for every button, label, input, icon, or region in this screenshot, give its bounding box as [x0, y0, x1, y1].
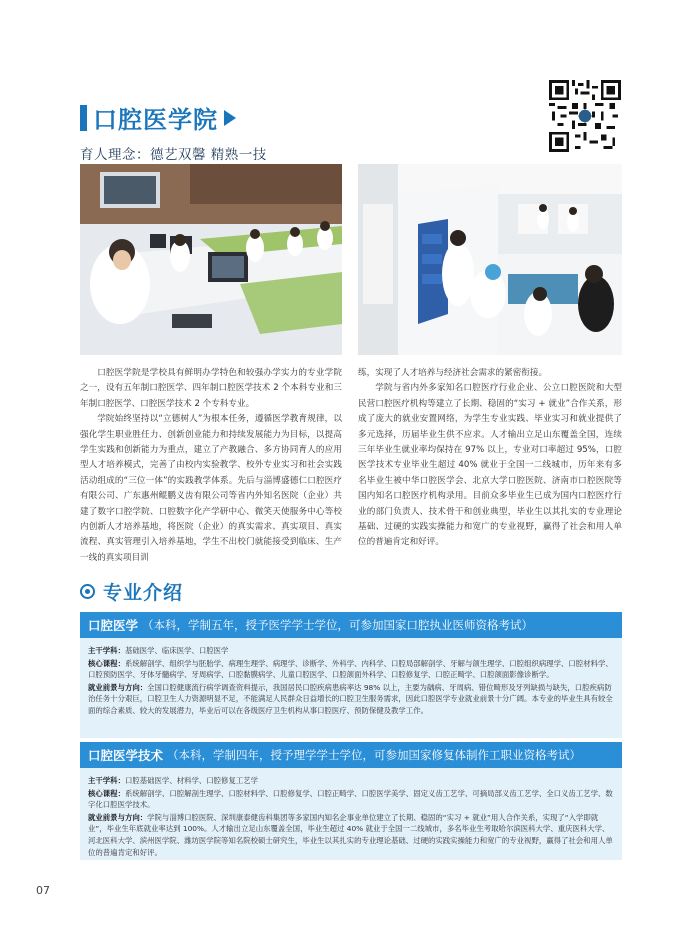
career-prospects-label: 就业前景与方向： — [88, 812, 148, 822]
core-courses — [88, 788, 614, 811]
major-header — [80, 612, 622, 638]
text-column-right — [358, 366, 622, 551]
core-courses-label: 核心课程： — [88, 788, 125, 798]
title-row — [80, 100, 267, 135]
major-description: （本科，学制四年，授予理学学士学位，可参加国家修复体制作工职业资格考试） — [167, 748, 582, 762]
target-circle-icon — [80, 584, 95, 599]
main-subjects — [88, 645, 614, 657]
core-courses-value: 系统解剖学、口腔解剖生理学、口腔材料学、口腔修复学、口腔正畸学、口腔医学美学、固定义齿工艺学、可摘局部义齿工艺学、全口义齿工艺学、数字化口腔医学技术。 — [88, 788, 613, 810]
text-column-left — [80, 366, 342, 566]
paragraph-training: 学院始终坚持以“立德树人”为根本任务，遵循医学教育规律，以强化学生职业胜任力、创新创业能力和持续发展能力为目标，以提高学生实践和创新能力为重点，建立了产教融合、多方协同育人的应用型人才培养模式，完善了由校内实验教学、校外专业实习和社会实践活动组成的“三位一体”的实践教学体系。先后与淄博盛德仁口腔医疗有限公司、广东惠州鲲鹏义齿有限公司等省内外知名医院（企业）共建了数字口腔学院、口腔数字化产学研中心、微笑天使服务中心等校内创新人才培养基地，将医院（企业）的真实需求、真实项目、真实流程、真实管理引入培养基地，学生不出校门就能接受到临床、生产一线的真实项目训 — [80, 414, 342, 563]
major-card — [80, 742, 622, 860]
page-header — [80, 100, 267, 163]
major-name: 口腔医学技术 — [88, 748, 164, 763]
motto: 育人理念：德艺双馨 精熟一技 — [80, 147, 267, 163]
major-body — [80, 638, 622, 724]
main-subjects-value: 基础医学、临床医学、口腔医学 — [124, 646, 229, 655]
major-body — [80, 768, 622, 865]
page-number: 07 — [36, 884, 50, 897]
career-prospects-value: 学院与淄博口腔医院、深圳康泰健齿科集团等多家国内知名企事业单位建立了长期、稳固的“实习 + 就业”用人合作关系，实现了“入学即就业”，毕业生年底就业率达到 100%。人才输出立足山东覆盖全国，毕业生超过 40% 就业于全国一二线城市，多名毕业生考取哈尔滨医科大学、重庆医科大学、河北医科大学、滨州医学院、潍坊医学院等知名院校硕士研究生，毕业生以其扎实的专业理论基础、过硬的实践实操能力和宽广的专业视野，赢得了社会和用人单位的普遍肯定和好评。 — [88, 812, 613, 857]
classroom-photo — [80, 164, 342, 355]
main-subjects-value: 口腔基础医学、材料学、口腔修复工艺学 — [124, 776, 259, 785]
career-prospects-value: 全国口腔健康流行病学调查资料提示，我国居民口腔疾病患病率达 98% 以上，主要为龋病、牙周病、错位畸形及牙列缺损与缺失，口腔疾病防治任务十分艰巨，口腔卫生人力资源明显不足，不能满足人民群众日益增长的口腔卫生服务需求，因此口腔医学专业就业前景十分广阔。本专业的毕业生具有较全面的综合素质、较大的发展潜力，毕业后可以在各级医疗卫生机构从事口腔医疗、预防保健及教学工作。 — [88, 682, 613, 715]
major-name: 口腔医学 — [88, 618, 139, 633]
major-card — [80, 612, 622, 738]
core-courses-value: 系统解剖学、组织学与胚胎学、病理生理学、病理学、诊断学、外科学、内科学、口腔局部解剖学、牙解与颌生理学、口腔组织病理学、口腔材料学、口腔预防医学、牙体牙髓病学、牙周病学、口腔黏膜病学、儿童口腔医学、口腔颌面外科学、口腔修复学、口腔正畸学、口腔颌面影像诊断学。 — [88, 658, 613, 680]
career-prospects-label: 就业前景与方向： — [88, 682, 148, 692]
paragraph-intro: 口腔医学院是学校具有鲜明办学特色和较强办学实力的专业学院之一，设有五年制口腔医学、四年制口腔医学技术 2 个本科专业和三年制口腔医学、口腔医学技术 2 个专科专业。 — [80, 368, 342, 409]
section-title: 专业介绍 — [103, 582, 184, 604]
paragraph-employment: 学院与省内外多家知名口腔医疗行业企业、公立口腔医院和大型民营口腔医疗机构等建立了长期、稳固的“实习 + 就业”合作关系，形成了庞大的就业安置网络，为学生专业实践、毕业实习和就业提供了多元选择，历届毕业生供不应求。人才输出立足山东覆盖全国，连续三年毕业生就业率均保持在 97% 以上，专业对口率超过 95%，口腔医学技术专业毕业生超过 40% 就业于全国一二线城市，历年来有多名毕业生被中华口腔医学会、北京大学口腔医院、济南市口腔医院等国内知名口腔医疗机构录用。目前众多毕业生已成为国内口腔医疗行业的部门负责人、技术骨干和创业典型，毕业生以其扎实的专业理论基础、过硬的实践实操能力和宽广的专业视野，赢得了社会和用人单位的普遍肯定和好评。 — [358, 383, 622, 548]
main-subjects — [88, 775, 614, 787]
main-subjects-label: 主干学科： — [88, 646, 125, 655]
paragraph-training-continued: 练，实现了人才培养与经济社会需求的紧密衔接。 — [358, 368, 548, 378]
career-prospects — [88, 682, 614, 717]
career-prospects — [88, 812, 614, 858]
clinic-photo — [358, 164, 622, 355]
main-subjects-label: 主干学科： — [88, 776, 125, 785]
core-courses-label: 核心课程： — [88, 658, 125, 668]
title-arrow-icon — [224, 110, 236, 126]
major-header — [80, 742, 622, 768]
page-title: 口腔医学院 — [93, 106, 218, 134]
qr-code-icon — [549, 80, 621, 152]
core-courses — [88, 658, 614, 681]
section-heading — [80, 578, 183, 605]
title-bar-decoration — [80, 105, 87, 131]
major-description: （本科，学制五年，授予医学学士学位，可参加国家口腔执业医师资格考试） — [142, 618, 534, 632]
